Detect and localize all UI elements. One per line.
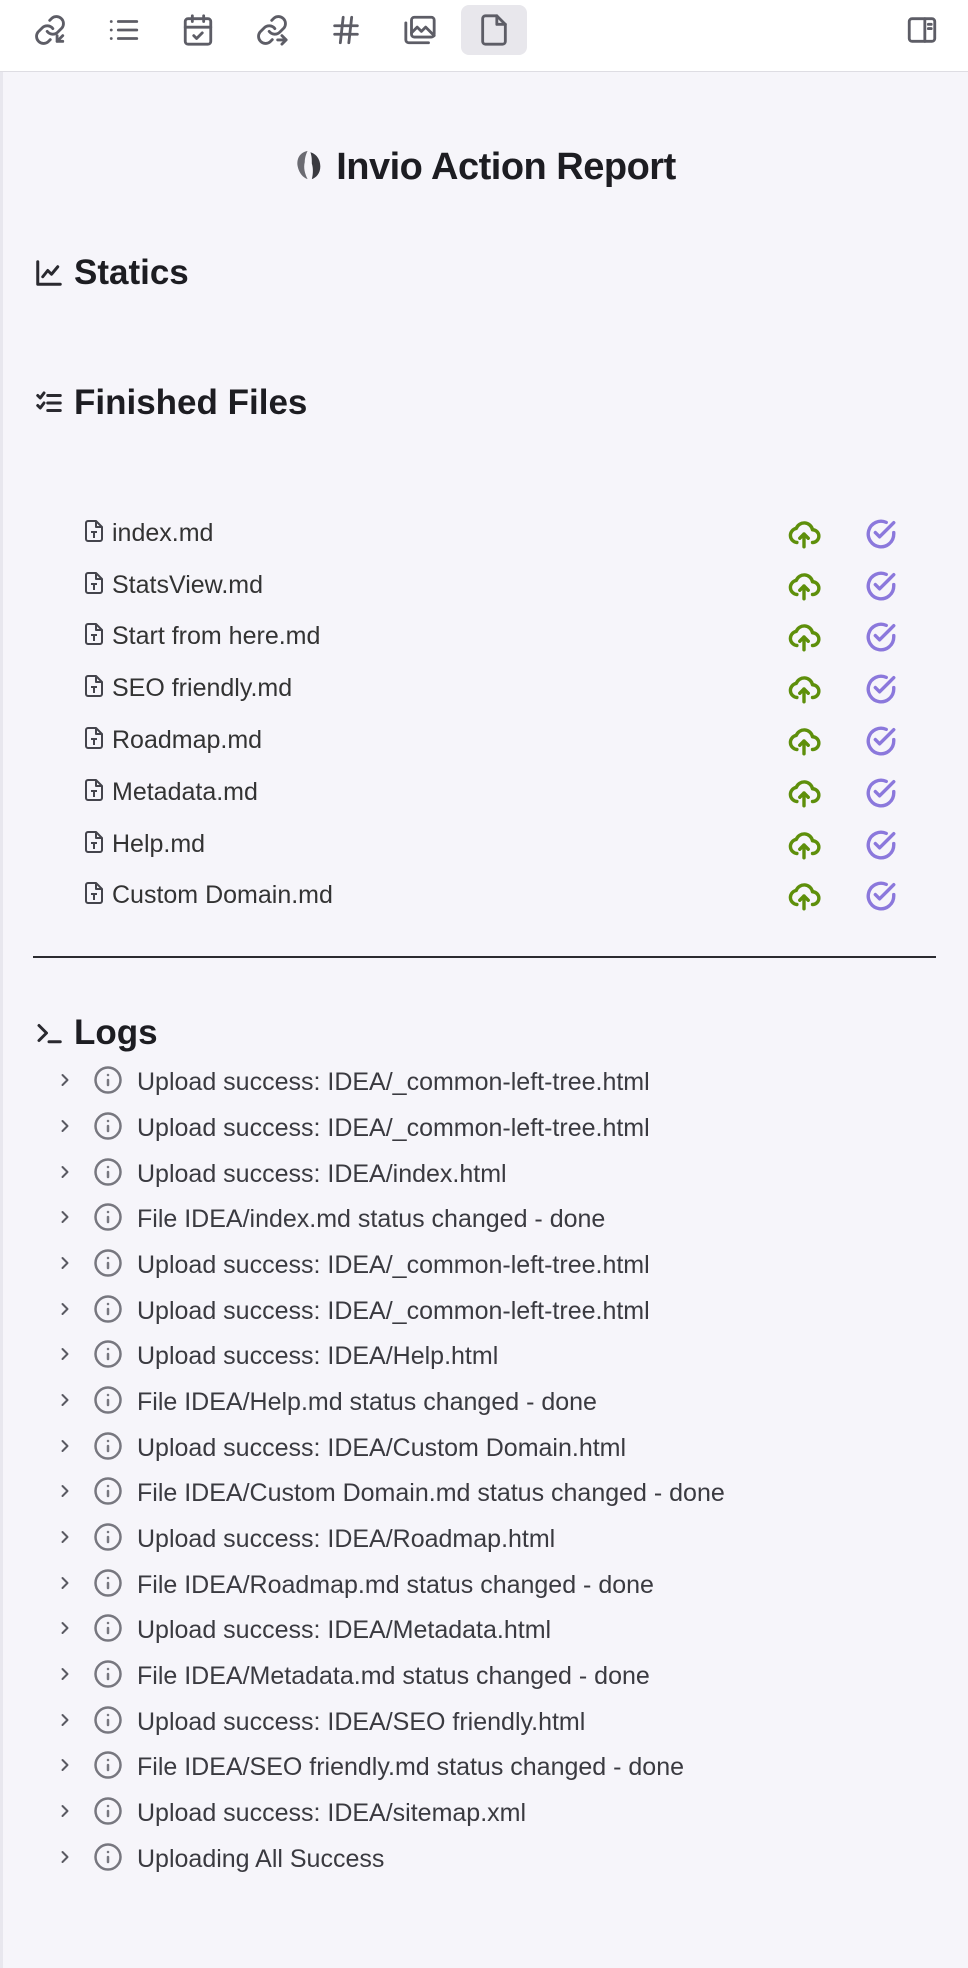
file-name: Roadmap.md xyxy=(112,725,263,754)
file-row[interactable] xyxy=(82,822,902,866)
outline-list-icon xyxy=(107,13,141,47)
chevron-right-icon[interactable] xyxy=(55,1481,75,1506)
file-name: StatsView.md xyxy=(112,570,264,599)
images-icon xyxy=(403,13,437,47)
log-message: File IDEA/Custom Domain.md status changed - done xyxy=(137,1478,725,1507)
backlinks-button[interactable] xyxy=(17,5,83,55)
gallery-button[interactable] xyxy=(387,5,453,55)
log-entry[interactable] xyxy=(55,1565,654,1605)
log-entry[interactable] xyxy=(55,1656,650,1696)
log-entry[interactable] xyxy=(55,1291,650,1331)
file-text-icon xyxy=(82,621,106,652)
file-row[interactable] xyxy=(82,666,902,710)
log-entry[interactable] xyxy=(55,1747,684,1787)
info-icon xyxy=(93,1476,123,1511)
log-message: Upload success: IDEA/index.html xyxy=(137,1159,507,1188)
checklist-icon xyxy=(34,388,64,418)
check-circle-icon xyxy=(864,672,898,711)
chevron-right-icon[interactable] xyxy=(55,1664,75,1689)
file-text-icon xyxy=(82,829,106,860)
outgoing-links-button[interactable] xyxy=(239,5,305,55)
chevron-right-icon[interactable] xyxy=(55,1299,75,1324)
file-row[interactable] xyxy=(82,563,902,607)
info-icon xyxy=(93,1613,123,1648)
file-row[interactable] xyxy=(82,511,902,555)
file-view-button[interactable] xyxy=(461,5,527,55)
file-text-icon xyxy=(82,673,106,704)
upload-cloud-icon xyxy=(787,620,821,659)
calendar-button[interactable] xyxy=(165,5,231,55)
chevron-right-icon[interactable] xyxy=(55,1527,75,1552)
log-entry[interactable] xyxy=(55,1154,507,1194)
chevron-right-icon[interactable] xyxy=(55,1618,75,1643)
log-message: Upload success: IDEA/Metadata.html xyxy=(137,1615,552,1644)
info-icon xyxy=(93,1568,123,1603)
file-icon xyxy=(477,13,511,47)
chevron-right-icon[interactable] xyxy=(55,1344,75,1369)
log-entry[interactable] xyxy=(55,1199,605,1239)
check-circle-icon xyxy=(864,620,898,659)
info-icon xyxy=(93,1202,123,1237)
upload-cloud-icon xyxy=(787,879,821,918)
log-message: Upload success: IDEA/Custom Domain.html xyxy=(137,1433,627,1462)
upload-cloud-icon xyxy=(787,724,821,763)
file-text-icon xyxy=(82,777,106,808)
invio-logo-icon xyxy=(292,148,326,187)
backlink-icon xyxy=(33,13,67,47)
log-message: File IDEA/SEO friendly.md status changed - done xyxy=(137,1752,685,1781)
chevron-right-icon[interactable] xyxy=(55,1573,75,1598)
log-entry[interactable] xyxy=(55,1793,526,1833)
file-name: Metadata.md xyxy=(112,777,258,806)
log-message: Upload success: IDEA/Help.html xyxy=(137,1341,499,1370)
check-circle-icon xyxy=(864,828,898,867)
file-row[interactable] xyxy=(82,614,902,658)
log-entry[interactable] xyxy=(55,1519,555,1559)
log-message: Upload success: IDEA/sitemap.xml xyxy=(137,1798,527,1827)
log-message: Upload success: IDEA/_common-left-tree.html xyxy=(137,1250,650,1279)
upload-cloud-icon xyxy=(787,517,821,556)
chevron-right-icon[interactable] xyxy=(55,1162,75,1187)
view-header-toolbar xyxy=(0,0,968,72)
line-chart-icon xyxy=(34,258,64,288)
file-text-icon xyxy=(82,880,106,911)
file-row[interactable] xyxy=(82,770,902,814)
info-icon xyxy=(93,1339,123,1374)
file-name: SEO friendly.md xyxy=(112,673,293,702)
log-entry[interactable] xyxy=(55,1382,597,1422)
info-icon xyxy=(93,1294,123,1329)
info-icon xyxy=(93,1065,123,1100)
file-row[interactable] xyxy=(82,873,902,917)
info-icon xyxy=(93,1385,123,1420)
log-message: File IDEA/Metadata.md status changed - done xyxy=(137,1661,650,1690)
finished-files-heading: Finished Files xyxy=(34,383,307,423)
sidebar-toggle-icon xyxy=(905,13,939,47)
file-name: Start from here.md xyxy=(112,621,321,650)
upload-cloud-icon xyxy=(787,569,821,608)
file-name: Custom Domain.md xyxy=(112,880,333,909)
info-icon xyxy=(93,1842,123,1877)
info-icon xyxy=(93,1659,123,1694)
upload-cloud-icon xyxy=(787,672,821,711)
log-message: Uploading All Success xyxy=(137,1844,385,1873)
chevron-right-icon[interactable] xyxy=(55,1116,75,1141)
info-icon xyxy=(93,1431,123,1466)
log-message: File IDEA/Roadmap.md status changed - done xyxy=(137,1570,654,1599)
logs-heading: Logs xyxy=(34,1013,158,1053)
terminal-icon xyxy=(34,1018,64,1048)
file-text-icon xyxy=(82,725,106,756)
log-entry[interactable] xyxy=(55,1428,626,1468)
log-entry[interactable] xyxy=(55,1702,585,1742)
info-icon xyxy=(93,1248,123,1283)
report-header xyxy=(0,146,968,189)
info-icon xyxy=(93,1705,123,1740)
log-message: Upload success: IDEA/SEO friendly.html xyxy=(137,1707,586,1736)
chevron-right-icon[interactable] xyxy=(55,1847,75,1872)
info-icon xyxy=(93,1796,123,1831)
chevron-right-icon[interactable] xyxy=(55,1801,75,1826)
log-entry[interactable] xyxy=(55,1839,384,1879)
toggle-sidebar-button[interactable] xyxy=(889,5,955,55)
calendar-check-icon xyxy=(181,13,215,47)
file-name: Help.md xyxy=(112,829,206,858)
check-circle-icon xyxy=(864,879,898,918)
log-message: File IDEA/index.md status changed - done xyxy=(137,1204,606,1233)
check-circle-icon xyxy=(864,724,898,763)
info-icon xyxy=(93,1750,123,1785)
log-entry[interactable] xyxy=(55,1108,650,1148)
log-message: Upload success: IDEA/_common-left-tree.html xyxy=(137,1113,650,1142)
log-entry[interactable] xyxy=(55,1245,650,1285)
tags-button[interactable] xyxy=(313,5,379,55)
log-message: File IDEA/Help.md status changed - done xyxy=(137,1387,597,1416)
statics-heading: Statics xyxy=(34,253,189,293)
upload-cloud-icon xyxy=(787,776,821,815)
log-message: Upload success: IDEA/Roadmap.html xyxy=(137,1524,556,1553)
log-entry[interactable] xyxy=(55,1473,725,1513)
file-name: index.md xyxy=(112,518,214,547)
log-message: Upload success: IDEA/_common-left-tree.html xyxy=(137,1296,650,1325)
chevron-right-icon[interactable] xyxy=(55,1070,75,1095)
outline-button[interactable] xyxy=(91,5,157,55)
info-icon xyxy=(93,1522,123,1557)
chevron-right-icon[interactable] xyxy=(55,1390,75,1415)
file-text-icon xyxy=(82,518,106,549)
outgoing-link-icon xyxy=(255,13,289,47)
check-circle-icon xyxy=(864,776,898,815)
chevron-right-icon[interactable] xyxy=(55,1710,75,1735)
upload-cloud-icon xyxy=(787,828,821,867)
chevron-right-icon[interactable] xyxy=(55,1755,75,1780)
check-circle-icon xyxy=(864,517,898,556)
check-circle-icon xyxy=(864,569,898,608)
chevron-right-icon[interactable] xyxy=(55,1253,75,1278)
file-text-icon xyxy=(82,570,106,601)
section-divider xyxy=(33,956,936,958)
info-icon xyxy=(93,1157,123,1192)
report-title: Invio Action Report xyxy=(336,146,676,188)
log-entry[interactable] xyxy=(55,1610,551,1650)
file-row[interactable] xyxy=(82,718,902,762)
chevron-right-icon[interactable] xyxy=(55,1436,75,1461)
log-entry[interactable] xyxy=(55,1062,650,1102)
log-message: Upload success: IDEA/_common-left-tree.html xyxy=(137,1067,650,1096)
chevron-right-icon[interactable] xyxy=(55,1207,75,1232)
logs-list[interactable] xyxy=(0,1067,968,1920)
info-icon xyxy=(93,1111,123,1146)
hashtag-icon xyxy=(329,13,363,47)
log-entry[interactable] xyxy=(55,1336,498,1376)
